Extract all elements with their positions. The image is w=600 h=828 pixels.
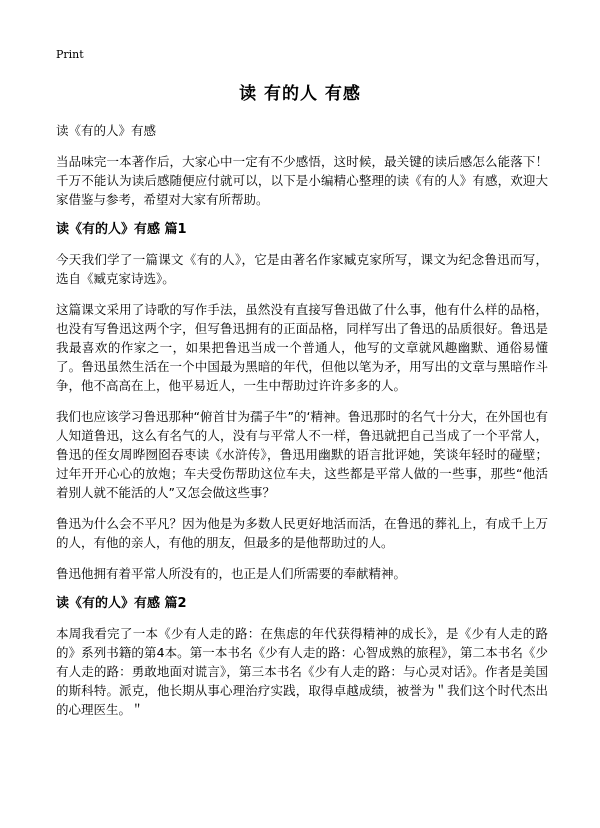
paragraph: 本周我看完了一本《少有人走的路：在焦虑的年代获得精神的成长》，是《少有人走的路的》系列书籍的第4本。第一本书名《少有人走的路：心智成熟的旅程》，第二本书名《少有人走的路：勇敢地面对谎言》，第三本书名《少有人走的路：与心灵对话》。作者是美国的斯科特。派克，他长期从事心理治疗实践，取得卓越成绩，被誉为＂我们这个时代杰出的心理医生。＂ <box>56 626 548 717</box>
paragraph: 这篇课文采用了诗歌的写作手法，虽然没有直接写鲁迅做了什么事，他有什么样的品格，也没有写鲁迅这两个字，但写鲁迅拥有的正面品格，同样写出了鲁迅的品质很好。鲁迅是我最喜欢的作家之一，如果把鲁迅当成一个普通人，他写的文章就风趣幽默、通俗易懂了。鲁迅虽然生活在一个中国最为黑暗的年代，但他以笔为矛，用写出的文章与黑暗作斗争，他不高高在上，他平易近人，一生中帮助过许许多多的人。 <box>56 302 548 393</box>
article-subtitle: 读《有的人》有感 <box>56 123 157 138</box>
paragraph: 鲁迅为什么会不平凡？因为他是为多数人民更好地活而活，在鲁迅的葬礼上，有成千上万的人，有他的亲人，有他的朋友，但最多的是他帮助过的人。 <box>56 516 548 550</box>
print-link[interactable]: Print <box>56 48 84 61</box>
page-title: 读 有的人 有感 <box>239 84 361 104</box>
paragraph: 我们也应该学习鲁迅那种“俯首甘为孺子牛”的‘精神。鲁迅那时的名气十分大，在外国也有人知道鲁迅，这么有名气的人，没有与平常人不一样，鲁迅就把自己当成了一个平常人，鲁迅的侄女周晔囫囵吞枣读《水浒传》，鲁迅用幽默的语言批评她，笑谈年轻时的碰壁；过年开开心心的放炮；车夫受伤帮助这位车夫，这些都是平常人做的一些事，那些“他活着别人就不能活的人”又怎会做这些事？ <box>56 409 548 500</box>
paragraph: 今天我们学了一篇课文《有的人》，它是由著名作家臧克家所写，课文为纪念鲁迅而写，选自《臧克家诗选》。 <box>56 252 548 286</box>
section-heading-2: 读《有的人》有感 篇2 <box>56 596 187 611</box>
paragraph: 鲁迅他拥有着平常人所没有的，也正是人们所需要的奉献精神。 <box>56 566 407 581</box>
intro-paragraph: 当品味完一本著作后，大家心中一定有不少感悟，这时候，最关键的读后感怎么能落下！千万不能认为读后感随便应付就可以，以下是小编精心整理的读《有的人》有感，欢迎大家借鉴与参考，希望对大家有所帮助。 <box>56 154 548 207</box>
article-body <box>56 122 548 731</box>
section-heading-1: 读《有的人》有感 篇1 <box>56 222 187 237</box>
